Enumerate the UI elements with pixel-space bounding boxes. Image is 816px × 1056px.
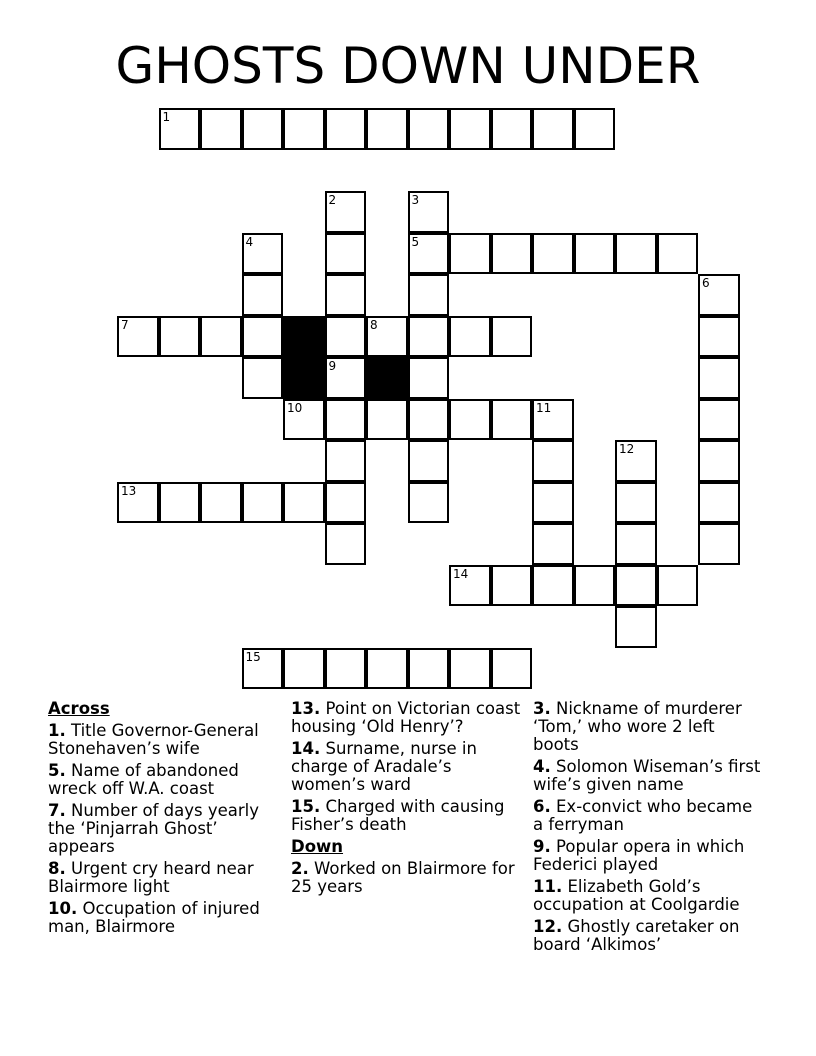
grid-cell[interactable] — [698, 357, 740, 399]
clue-number: 8. — [48, 859, 66, 878]
clue-item — [533, 878, 763, 914]
clue-text: Point on Victorian coast housing ‘Old Henry’? — [291, 699, 521, 736]
grid-cell[interactable] — [242, 274, 284, 316]
clue-item — [533, 798, 763, 834]
grid-cell[interactable] — [449, 565, 491, 607]
clue-number: 7. — [48, 801, 66, 820]
grid-cell[interactable] — [408, 191, 450, 233]
grid-cell[interactable] — [408, 274, 450, 316]
clue-item — [291, 700, 521, 736]
grid-cell[interactable] — [283, 108, 325, 150]
clue-item — [291, 860, 521, 896]
grid-cell[interactable] — [698, 316, 740, 358]
grid-cell[interactable] — [325, 523, 367, 565]
clue-number-label: 14 — [453, 566, 469, 581]
grid-cell[interactable] — [491, 648, 533, 690]
grid-cell[interactable] — [242, 648, 284, 690]
clue-item — [291, 740, 521, 794]
grid-cell[interactable] — [698, 274, 740, 316]
clue-item — [48, 762, 278, 798]
grid-cell[interactable] — [491, 316, 533, 358]
grid-cell[interactable] — [408, 399, 450, 441]
clue-number-label: 8 — [370, 317, 378, 332]
grid-cell[interactable] — [366, 108, 408, 150]
clue-text: Urgent cry heard near Blairmore light — [48, 859, 254, 896]
grid-cell[interactable] — [615, 233, 657, 275]
grid-cell[interactable] — [200, 108, 242, 150]
clue-number-label: 13 — [121, 483, 137, 498]
grid-cell[interactable] — [159, 482, 201, 524]
clue-text: Worked on Blairmore for 25 years — [291, 859, 515, 896]
clue-item — [533, 838, 763, 874]
grid-cell[interactable] — [657, 233, 699, 275]
clue-item — [291, 798, 521, 834]
grid-cell[interactable] — [698, 482, 740, 524]
clue-number: 3. — [533, 699, 551, 718]
grid-cell[interactable] — [325, 482, 367, 524]
clue-number: 4. — [533, 757, 551, 776]
clue-number-label: 5 — [411, 234, 420, 249]
grid-cell[interactable] — [200, 482, 242, 524]
clue-number: 6. — [533, 797, 551, 816]
clue-number-label: 10 — [287, 400, 303, 415]
grid-cell[interactable] — [242, 108, 284, 150]
clue-number: 2. — [291, 859, 309, 878]
clue-number-label: 12 — [619, 442, 635, 456]
clue-number-label: 2 — [328, 193, 337, 207]
grid-cell[interactable] — [615, 523, 657, 565]
grid-cell[interactable] — [532, 565, 574, 607]
grid-cell[interactable] — [325, 399, 367, 441]
grid-cell[interactable] — [615, 482, 657, 524]
grid-cell[interactable] — [242, 316, 284, 358]
clue-number-label: 3 — [411, 193, 420, 207]
black-cell — [283, 316, 325, 358]
clue-text: Title Governor-General Stonehaven’s wife — [48, 721, 259, 758]
grid-cell[interactable] — [449, 108, 491, 150]
grid-cell[interactable] — [698, 399, 740, 441]
grid-cell[interactable] — [491, 565, 533, 607]
clue-number: 10. — [48, 899, 78, 918]
grid-cell[interactable] — [325, 357, 367, 399]
grid-cell[interactable] — [325, 648, 367, 690]
clue-text: Ghostly caretaker on board ‘Alkimos’ — [533, 917, 740, 954]
grid-cell[interactable] — [491, 108, 533, 150]
clue-item — [533, 918, 763, 954]
clue-text: Nickname of murderer ‘Tom,’ who wore 2 left boots — [533, 699, 742, 754]
clue-number: 15. — [291, 797, 321, 816]
grid-cell[interactable] — [408, 316, 450, 358]
grid-cell[interactable] — [574, 108, 616, 150]
grid-cell[interactable] — [698, 440, 740, 482]
grid-cell[interactable] — [615, 606, 657, 648]
grid-cell[interactable] — [159, 108, 201, 150]
grid-cell[interactable] — [449, 316, 491, 358]
grid-cell[interactable] — [615, 565, 657, 607]
clue-text: Surname, nurse in charge of Aradale’s women’s ward — [291, 739, 477, 794]
grid-cell[interactable] — [242, 482, 284, 524]
clue-column-3 — [533, 700, 763, 958]
grid-cell[interactable] — [325, 108, 367, 150]
clue-item — [533, 758, 763, 794]
grid-cell[interactable] — [325, 233, 367, 275]
grid-cell[interactable] — [698, 523, 740, 565]
clue-text: Solomon Wiseman’s first wife’s given name — [533, 757, 761, 794]
clue-number-label: 9 — [328, 359, 337, 373]
clue-item — [48, 802, 278, 856]
grid-cell[interactable] — [408, 108, 450, 150]
clue-number: 1. — [48, 721, 66, 740]
clue-number-label: 4 — [245, 234, 254, 249]
grid-cell[interactable] — [283, 399, 325, 441]
grid-cell[interactable] — [532, 482, 574, 524]
grid-cell[interactable] — [200, 316, 242, 358]
clue-number-label: 1 — [162, 110, 171, 124]
black-cell — [283, 357, 325, 399]
clue-text: Ex-convict who became a ferryman — [533, 797, 753, 834]
down-heading: Down — [291, 837, 344, 856]
grid-cell[interactable] — [532, 523, 574, 565]
grid-cell[interactable] — [325, 316, 367, 358]
across-heading: Across — [48, 699, 110, 718]
clue-column-2 — [291, 700, 521, 900]
clue-number-label: 7 — [121, 317, 129, 332]
clue-number: 5. — [48, 761, 66, 780]
clue-number-label: 11 — [536, 400, 552, 415]
clue-text: Number of days yearly the ‘Pinjarrah Ghost’ appears — [48, 801, 260, 856]
clue-number-label: 15 — [245, 649, 261, 664]
grid-cell[interactable] — [366, 399, 408, 441]
black-cell — [366, 357, 408, 399]
grid-cell[interactable] — [242, 357, 284, 399]
grid-cell[interactable] — [532, 108, 574, 150]
grid-cell[interactable] — [408, 233, 450, 275]
grid-cell[interactable] — [532, 399, 574, 441]
grid-cell[interactable] — [532, 233, 574, 275]
grid-cell[interactable] — [159, 316, 201, 358]
clue-text: Popular opera in which Federici played — [533, 837, 745, 874]
grid-cell[interactable] — [283, 648, 325, 690]
clue-number: 11. — [533, 877, 563, 896]
clue-column-1 — [48, 700, 278, 940]
clue-item — [48, 900, 278, 936]
clue-number: 13. — [291, 699, 321, 718]
grid-cell[interactable] — [574, 565, 616, 607]
grid-cell[interactable] — [449, 399, 491, 441]
puzzle-title: GHOSTS DOWN UNDER — [115, 37, 701, 95]
grid-cell[interactable] — [615, 440, 657, 482]
clue-text: Occupation of injured man, Blairmore — [48, 899, 260, 936]
grid-cell[interactable] — [366, 648, 408, 690]
grid-cell[interactable] — [574, 233, 616, 275]
clue-number-label: 6 — [702, 276, 710, 290]
grid-cell[interactable] — [325, 274, 367, 316]
grid-cell[interactable] — [491, 399, 533, 441]
clue-number: 9. — [533, 837, 551, 856]
grid-cell[interactable] — [532, 440, 574, 482]
clue-item — [48, 860, 278, 896]
clue-item — [533, 700, 763, 754]
clue-text: Charged with causing Fisher’s death — [291, 797, 505, 834]
grid-cell[interactable] — [242, 233, 284, 275]
grid-cell[interactable] — [408, 648, 450, 690]
grid-cell[interactable] — [449, 233, 491, 275]
grid-cell[interactable] — [117, 316, 159, 358]
grid-cell[interactable] — [491, 233, 533, 275]
grid-cell[interactable] — [408, 482, 450, 524]
grid-cell[interactable] — [325, 191, 367, 233]
grid-cell[interactable] — [408, 440, 450, 482]
clue-text: Elizabeth Gold’s occupation at Coolgardie — [533, 877, 740, 914]
grid-cell[interactable] — [408, 357, 450, 399]
grid-cell[interactable] — [325, 440, 367, 482]
grid-cell[interactable] — [366, 316, 408, 358]
clue-number: 12. — [533, 917, 563, 936]
grid-cell[interactable] — [117, 482, 159, 524]
clue-item — [48, 722, 278, 758]
grid-cell[interactable] — [283, 482, 325, 524]
grid-cell[interactable] — [449, 648, 491, 690]
clue-text: Name of abandoned wreck off W.A. coast — [48, 761, 239, 798]
grid-cell[interactable] — [657, 565, 699, 607]
clue-number: 14. — [291, 739, 321, 758]
